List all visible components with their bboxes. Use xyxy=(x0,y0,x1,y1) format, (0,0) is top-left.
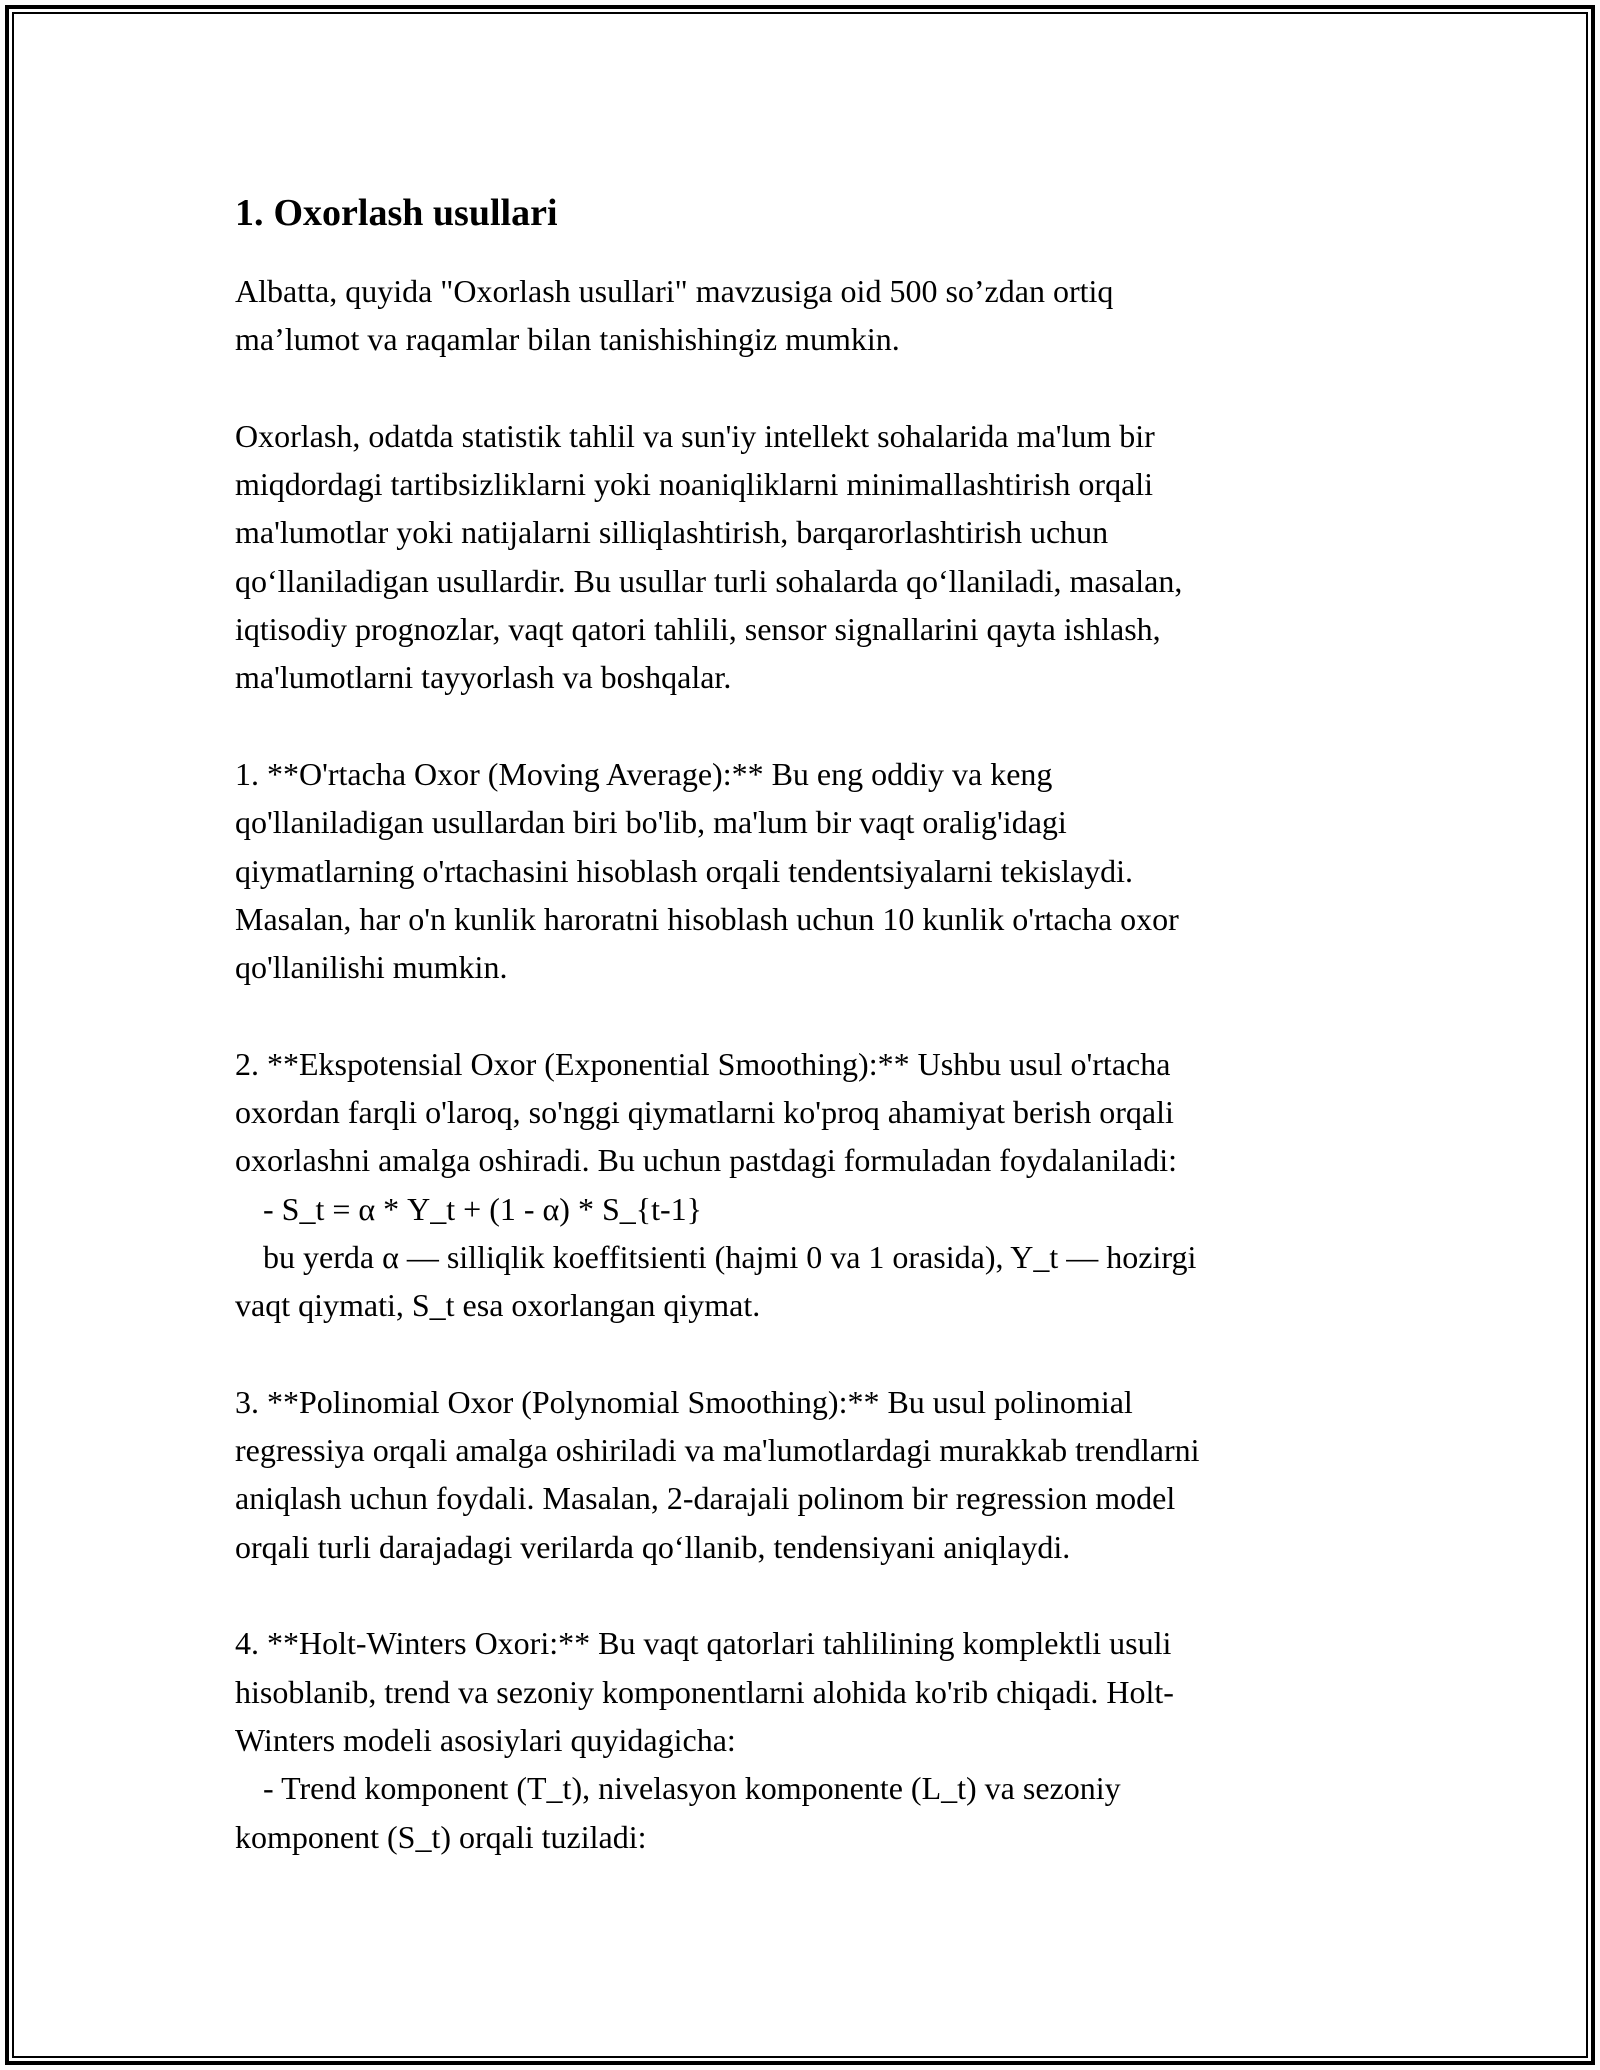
document-content xyxy=(235,183,1365,1861)
section-title xyxy=(235,183,1365,243)
text-line: hisoblanib, trend va sezoniy komponentlarni alohida ko'rib chiqadi. Holt- xyxy=(235,1673,1174,1710)
text-line: regressiya orqali amalga oshiriladi va ma'lumotlardagi murakkab trendlarni xyxy=(235,1432,1200,1469)
text-line: Albatta, quyida "Oxorlash usullari" mavzusiga oid 500 so’zdan ortiq xyxy=(235,273,1114,309)
text-line: qo‘llaniladigan usullardir. Bu usullar turli sohalarda qo‘llaniladi, masalan, xyxy=(235,562,1183,599)
section-title-text: Oxorlash usullari xyxy=(273,192,558,234)
text-line: - Trend komponent (T_t), nivelasyon komponente (L_t) va sezoniy xyxy=(263,1770,1121,1807)
formula-line: - S_t = α * Y_t + (1 - α) * S_{t-1} xyxy=(263,1190,702,1227)
polynomial-smoothing-paragraph xyxy=(235,1378,1365,1571)
text-line: 1. **O'rtacha Oxor (Moving Average):** Bu eng oddiy va keng xyxy=(235,755,1053,792)
text-line: 2. **Ekspotensial Oxor (Exponential Smoothing):** Ushbu usul o'rtacha xyxy=(235,1045,1171,1082)
text-line: 4. **Holt-Winters Oxori:** Bu vaqt qatorlari tahlilining komplektli usuli xyxy=(235,1625,1172,1662)
text-line: miqdordagi tartibsizliklarni yoki noaniqliklarni minimallashtirish orqali xyxy=(235,466,1154,503)
exponential-smoothing-paragraph xyxy=(235,1040,1365,1330)
text-line: iqtisodiy prognozlar, vaqt qatori tahlili, sensor signallarini qayta ishlash, xyxy=(235,611,1161,648)
text-line: vaqt qiymati, S_t esa oxorlangan qiymat. xyxy=(235,1287,761,1324)
text-line: ma'lumotlarni tayyorlash va boshqalar. xyxy=(235,659,732,696)
section-number: 1. xyxy=(235,192,264,234)
definition-paragraph xyxy=(235,412,1365,702)
text-line: ma'lumotlar yoki natijalarni silliqlashtirish, barqarorlashtirish uchun xyxy=(235,514,1109,551)
text-line: bu yerda α — silliqlik koeffitsienti (hajmi 0 va 1 orasida), Y_t — hozirgi xyxy=(263,1238,1197,1275)
text-line: 3. **Polinomial Oxor (Polynomial Smoothing):** Bu usul polinomial xyxy=(235,1383,1133,1420)
text-line: qiymatlarning o'rtachasini hisoblash orqali tendentsiyalarni tekislaydi. xyxy=(235,852,1133,889)
text-line: ma’lumot va raqamlar bilan tanishishingiz mumkin. xyxy=(235,321,900,358)
moving-average-paragraph xyxy=(235,750,1365,991)
text-line: qo'llanilishi mumkin. xyxy=(235,949,508,986)
text-line: Winters modeli asosiylari quyidagicha: xyxy=(235,1721,736,1758)
holt-winters-paragraph xyxy=(235,1619,1365,1860)
text-line: orqali turli darajadagi verilarda qo‘llanib, tendensiyani aniqlaydi. xyxy=(235,1528,1071,1565)
text-line: oxordan farqli o'laroq, so'nggi qiymatlarni ko'proq ahamiyat berish orqali xyxy=(235,1094,1174,1131)
text-line: Masalan, har o'n kunlik haroratni hisoblash uchun 10 kunlik o'rtacha oxor xyxy=(235,900,1179,937)
intro-paragraph xyxy=(235,267,1365,364)
text-line: komponent (S_t) orqali tuziladi: xyxy=(235,1818,647,1855)
text-line: oxorlashni amalga oshiradi. Bu uchun pastdagi formuladan foydalaniladi: xyxy=(235,1142,1177,1179)
text-line: Oxorlash, odatda statistik tahlil va sun'iy intellekt sohalarida ma'lum bir xyxy=(235,417,1155,454)
text-line: qo'llaniladigan usullardan biri bo'lib, ma'lum bir vaqt oralig'idagi xyxy=(235,804,1067,841)
text-line: aniqlash uchun foydali. Masalan, 2-darajali polinom bir regression model xyxy=(235,1480,1176,1517)
document-body xyxy=(235,267,1365,1861)
